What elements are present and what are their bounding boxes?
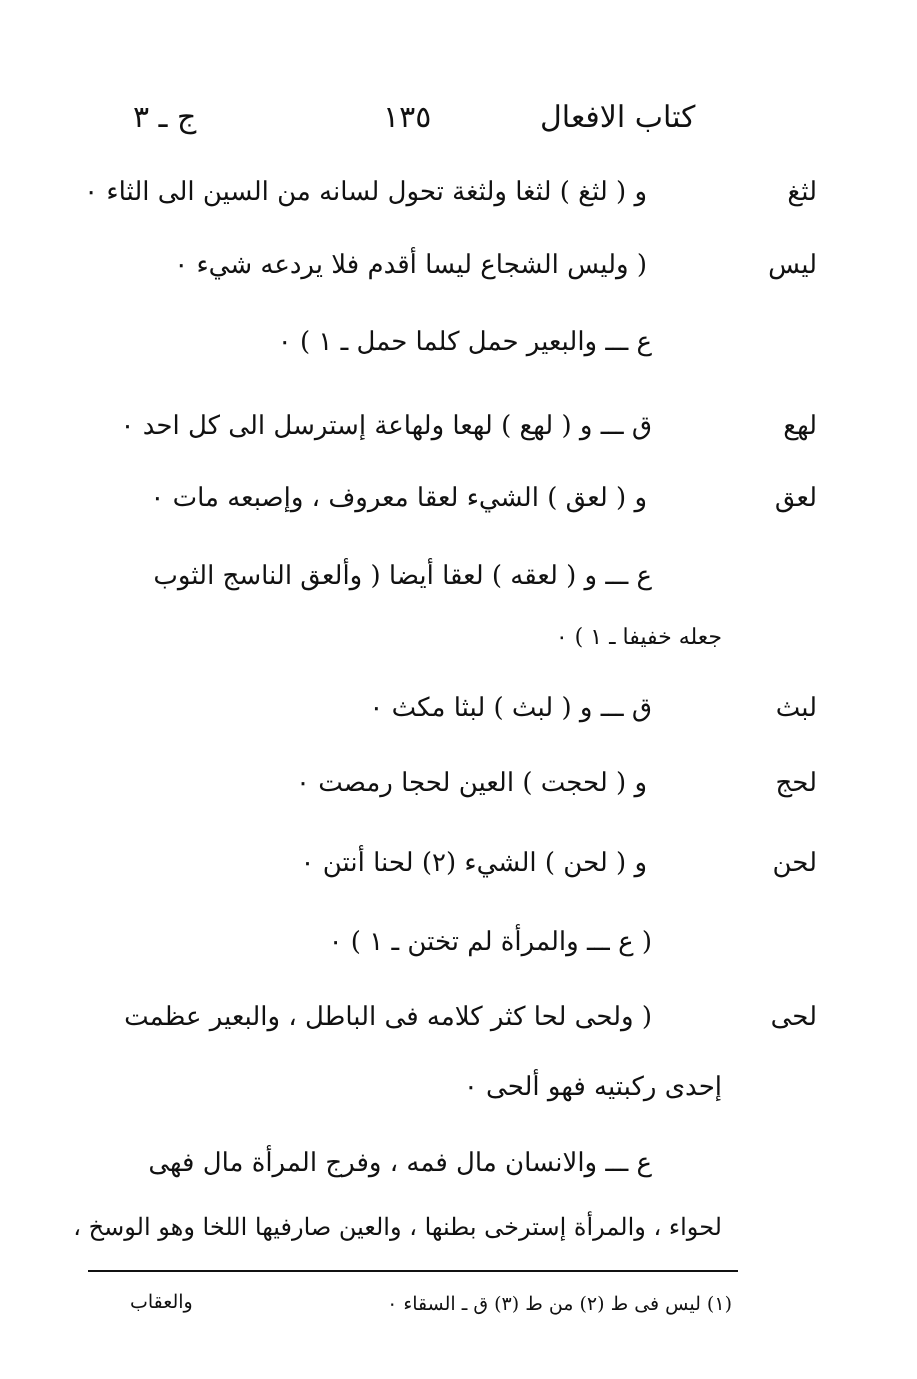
headword: ليس: [768, 250, 817, 280]
catchword: والعقاب: [130, 1291, 193, 1313]
footnote-divider: [88, 1270, 738, 1272]
page-number: ١٣٥: [383, 100, 432, 135]
entry-line: إحدى ركبتيه فهو ألحى ٠: [463, 1072, 722, 1102]
entry-line: ( ع ـــ والمرأة لم تختن ـ ١ ) ٠: [328, 927, 652, 957]
entry-line: و ( لعق ) الشيء لعقا معروف ، وإصبعه مات ٠: [150, 483, 647, 513]
headword: لعق: [774, 483, 817, 513]
headword: لثغ: [787, 177, 817, 207]
entry-line: و ( لحن ) الشيء (٢) لحنا أنتن ٠: [300, 848, 647, 878]
entry-line: و ( لثغ ) لثغا ولثغة تحول لسانه من السين الى الثاء ٠: [84, 177, 647, 207]
book-title: كتاب الافعال: [540, 100, 696, 135]
volume-label: ج ـ ٣: [133, 100, 197, 135]
entry-line: جعله خفيفا ـ ١ ) ٠: [555, 625, 722, 650]
headword: لهع: [783, 411, 817, 441]
entry-line: ق ـــ و ( لهع ) لهعا ولهاعة إسترسل الى كل احد ٠: [120, 411, 652, 441]
headword: لحج: [775, 768, 817, 798]
entry-line: ق ـــ و ( لبث ) لبثا مكث ٠: [369, 693, 652, 723]
entry-line: و ( لحجت ) العين لحجا رمصت ٠: [296, 768, 647, 798]
entry-line: لحواء ، والمرأة إسترخى بطنها ، والعين صارفيها اللخا وهو الوسخ ،: [73, 1213, 722, 1241]
entry-line: ( وليس الشجاع ليسا أقدم فلا يردعه شيء ٠: [174, 250, 647, 280]
entry-line: ع ـــ و ( لعقه ) لعقا أيضا ( وألعق الناسج الثوب: [153, 561, 652, 591]
headword: لحن: [772, 848, 817, 878]
footnote-text: (١) ليس فى ط (٢) من ط (٣) ق ـ السقاء ٠: [387, 1293, 732, 1315]
entry-line: ع ـــ والبعير حمل كلما حمل ـ ١ ) ٠: [277, 327, 652, 357]
entry-line: ع ـــ والانسان مال فمه ، وفرج المرأة مال فهى: [148, 1148, 652, 1178]
headword: لحى: [770, 1002, 817, 1032]
entry-line: ( ولحى لحا كثر كلامه فى الباطل ، والبعير عظمت: [124, 1002, 652, 1032]
headword: لبث: [775, 693, 817, 723]
